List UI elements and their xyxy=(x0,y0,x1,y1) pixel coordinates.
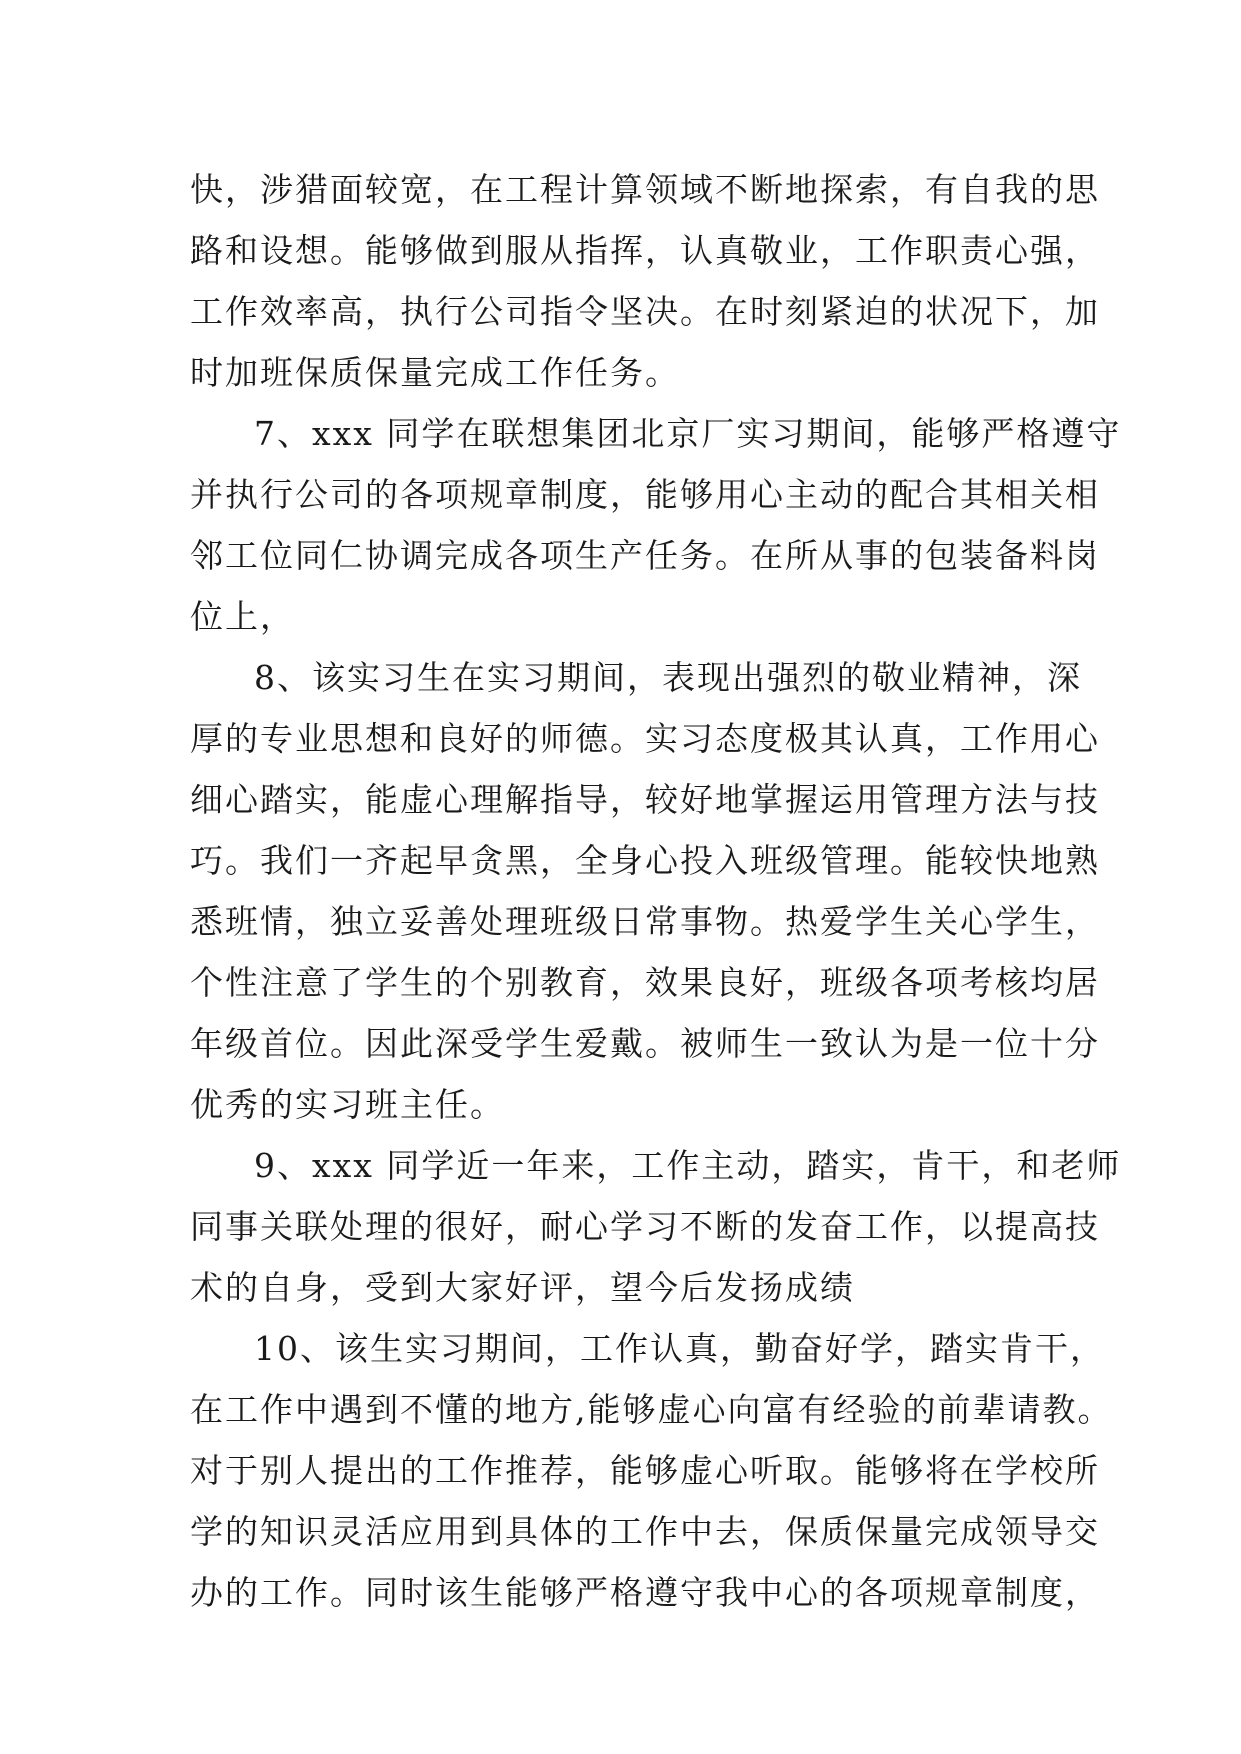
text-line: 优秀的实习班主任。 xyxy=(190,1085,505,1124)
text-line: 位上， xyxy=(190,597,295,636)
text-line: 工作效率高，执行公司指令坚决。在时刻紧迫的状况下，加 xyxy=(190,292,1100,331)
text-line: 办的工作。同时该生能够严格遵守我中心的各项规章制度， xyxy=(190,1573,1100,1612)
text-line: 快，涉猎面较宽，在工程计算领域不断地探索，有自我的思 xyxy=(190,170,1100,209)
paragraph xyxy=(190,159,1100,403)
text-line: 悉班情，独立妥善处理班级日常事物。热爱学生关心学生， xyxy=(190,902,1100,941)
text-line: 厚的专业思想和良好的师德。实习态度极其认真，工作用心 xyxy=(190,719,1100,758)
text-line: 7、xxx 同学在联想集团北京厂实习期间，能够严格遵守 xyxy=(254,414,1122,453)
text-line: 术的自身，受到大家好评，望今后发扬成绩 xyxy=(190,1268,855,1307)
paragraph xyxy=(190,1135,1122,1318)
text-line: 9、xxx 同学近一年来，工作主动，踏实，肯干，和老师 xyxy=(254,1146,1122,1185)
text-line: 学的知识灵活应用到具体的工作中去，保质保量完成领导交 xyxy=(190,1512,1100,1551)
text-line: 巧。我们一齐起早贪黑，全身心投入班级管理。能较快地熟 xyxy=(190,841,1100,880)
text-line: 个性注意了学生的个别教育，效果良好，班级各项考核均居 xyxy=(190,963,1100,1002)
text-line: 对于别人提出的工作推荐，能够虚心听取。能够将在学校所 xyxy=(190,1451,1100,1490)
paragraph xyxy=(190,403,1122,647)
document-body xyxy=(190,159,1122,1623)
text-line: 同事关联处理的很好，耐心学习不断的发奋工作，以提高技 xyxy=(190,1207,1100,1246)
text-line: 细心踏实，能虚心理解指导，较好地掌握运用管理方法与技 xyxy=(190,780,1100,819)
text-line: 并执行公司的各项规章制度，能够用心主动的配合其相关相 xyxy=(190,475,1100,514)
text-line: 路和设想。能够做到服从指挥，认真敬业，工作职责心强， xyxy=(190,231,1100,270)
text-line: 8、该实习生在实习期间，表现出强烈的敬业精神，深 xyxy=(254,658,1082,697)
text-line: 10、该生实习期间，工作认真，勤奋好学，踏实肯干， xyxy=(254,1329,1105,1368)
text-line: 年级首位。因此深受学生爱戴。被师生一致认为是一位十分 xyxy=(190,1024,1100,1063)
paragraph xyxy=(190,1318,1113,1623)
text-line: 时加班保质保量完成工作任务。 xyxy=(190,353,680,392)
paragraph xyxy=(190,647,1100,1135)
text-line: 在工作中遇到不懂的地方,能够虚心向富有经验的前辈请教。 xyxy=(190,1390,1113,1429)
text-line: 邻工位同仁协调完成各项生产任务。在所从事的包装备料岗 xyxy=(190,536,1100,575)
